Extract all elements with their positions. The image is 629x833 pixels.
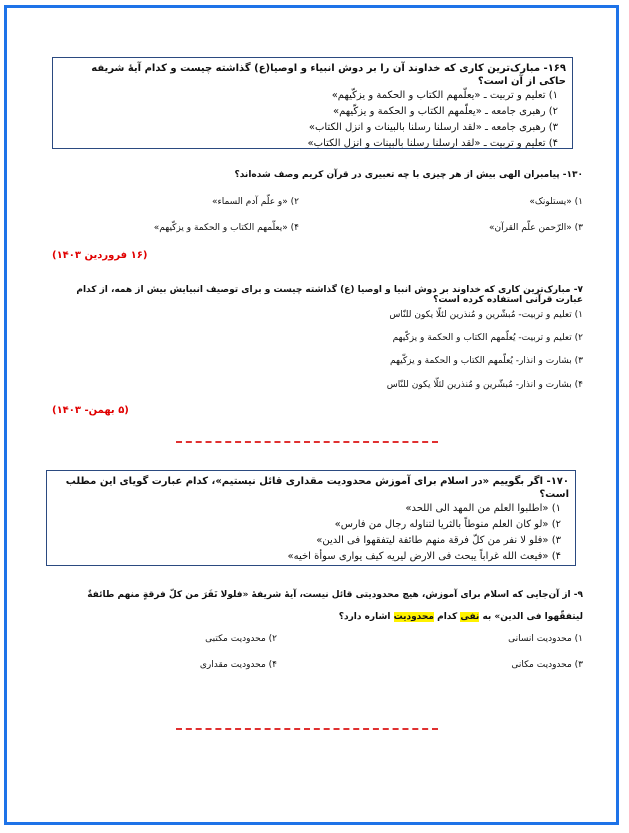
question-130-text: پیامبران الهی بیش از هر چیزی با چه تعبیری در قرآن کریم وصف شده‌اند؟ bbox=[234, 170, 560, 180]
question-169-text: مبارک‌ترین کاری که خداوند آن را بر دوش انبیاء و اوصیا(ع) گذاشته چیست و کدام آیهٔ شریفه حاکی از آن است؟ bbox=[91, 63, 566, 87]
question-9-option-1[interactable]: ۱) محدودیت انسانی bbox=[508, 634, 583, 644]
question-170-option-4[interactable]: ۴) «فیعث الله غراباً یبحث فی الارض لیریه کیف یواری سوأة اخیه» bbox=[287, 551, 561, 562]
question-170-option-2[interactable]: ۲) «لو کان العلم منوطاً بالثریا لتناوله رجال من فارس» bbox=[334, 519, 561, 530]
question-7-date: (۵ بهمن- ۱۴۰۳) bbox=[52, 405, 129, 416]
question-169-number: ۱۶۹ bbox=[547, 63, 566, 74]
question-7-title: ۷- مبارک‌ترین کاری که خداوند بر دوش انبیا و اوصیا (ع) گذاشته چیست و برای توصیف انبیایش بیش از همه، از کدام عبارت قرآنی استفاده کرده است؟ bbox=[76, 285, 583, 305]
question-7-text: مبارک‌ترین کاری که خداوند بر دوش انبیا و اوصیا (ع) گذاشته چیست و برای توصیف انبیایش بیش از همه، از کدام عبارت قرآنی استفاده کرده است؟ bbox=[76, 285, 583, 305]
question-9-option-3[interactable]: ۳) محدودیت مکانی bbox=[511, 660, 583, 670]
question-9-title: ۹- از آن‌جایی که اسلام برای آموزش، هیچ محدودیتی قائل نیست، آیهٔ شریفهٔ «فلولا نَفَرَ من کلّ فرقةٍ منهم طائفةٌ لیتفقّهوا فی الدین» به نفی کدام محدودیت اشاره دارد؟ bbox=[87, 590, 583, 622]
question-9-text-c: اشاره دارد؟ bbox=[338, 612, 394, 622]
question-169-option-3[interactable]: ۳) رهبری جامعه ـ «لقد ارسلنا رسلنا بالبینات و انزل الکتاب» bbox=[308, 122, 558, 133]
question-9-option-4[interactable]: ۴) محدودیت مقداری bbox=[199, 660, 277, 670]
question-7-option-4[interactable]: ۴) بشارت و انذار- مُبشّرین و مُنذرین لئلّا یکون للنّاس bbox=[386, 380, 583, 390]
question-170-title: ۱۷۰- اگر بگوییم «در اسلام برای آموزش محدودیت مقداری قائل نیستیم»، کدام عبارت گویای این مطلب است؟ bbox=[65, 476, 569, 500]
question-7-number: ۷ bbox=[577, 285, 583, 295]
question-170-box bbox=[46, 470, 576, 566]
question-169-option-2[interactable]: ۲) رهبری جامعه ـ «یعلّمهم الکتاب و الحکمة و یزکّیهم» bbox=[332, 106, 558, 117]
question-130-option-3[interactable]: ۳) «الرّحمن علّم القرآن» bbox=[489, 223, 583, 233]
divider-line-1 bbox=[176, 441, 438, 443]
question-9-highlight-limitation: محدودیت bbox=[393, 612, 434, 622]
question-169-title: ۱۶۹- مبارک‌ترین کاری که خداوند آن را بر دوش انبیاء و اوصیا(ع) گذاشته چیست و کدام آیهٔ شریفه حاکی از آن است؟ bbox=[91, 63, 566, 87]
question-130-option-4[interactable]: ۴) «یعلّمهم الکتاب و الحکمة و یزکّیهم» bbox=[153, 223, 299, 233]
question-9-text-a: از آن‌جایی که اسلام برای آموزش، هیچ محدودیتی قائل نیست، آیهٔ شریفهٔ «فلولا نَفَرَ من کلّ فرقةٍ منهم طائفةٌ لیتفقّهوا فی الدین» به bbox=[87, 590, 583, 622]
question-130-title: ۱۳۰- پیامبران الهی بیش از هر چیزی با چه تعبیری در قرآن کریم وصف شده‌اند؟ bbox=[234, 170, 583, 180]
question-170-option-3[interactable]: ۳) «فلو لا نفر من کلّ فرقة منهم طائفة لیتفقهوا فی الدین» bbox=[316, 535, 561, 546]
question-130-number: ۱۳۰ bbox=[566, 170, 583, 180]
question-9-highlight-negation: نفی bbox=[460, 612, 480, 622]
divider-line-2 bbox=[176, 728, 438, 730]
question-169-option-1[interactable]: ۱) تعلیم و تربیت ـ «یعلّمهم الکتاب و الحکمة و یزکّیهم» bbox=[331, 90, 558, 101]
question-130-option-2[interactable]: ۲) «و علّم آدم السماء» bbox=[211, 197, 299, 207]
question-169-option-4[interactable]: ۴) تعلیم و تربیت ـ «لقد ارسلنا رسلنا بالبینات و انزل الکتاب» bbox=[307, 138, 558, 149]
question-170-number: ۱۷۰ bbox=[550, 476, 569, 487]
question-130-date: (۱۶ فروردین ۱۴۰۳) bbox=[52, 250, 148, 261]
question-170-text: اگر بگوییم «در اسلام برای آموزش محدودیت مقداری قائل نیستیم»، کدام عبارت گویای این مطلب است؟ bbox=[65, 476, 569, 500]
question-7-option-1[interactable]: ۱) تعلیم و تربیت- مُبشّرین و مُنذرین لئلّا یکون للنّاس bbox=[389, 310, 583, 320]
question-7-option-3[interactable]: ۳) بشارت و انذار- یُعلّمهم الکتاب و الحکمة و یزکّیهم bbox=[389, 356, 583, 366]
question-169-box bbox=[52, 57, 573, 149]
question-130-option-1[interactable]: ۱) «یستلونک» bbox=[529, 197, 583, 207]
question-7-option-2[interactable]: ۲) تعلیم و تربیت- یُعلّمهم الکتاب و الحکمة و یزکّیهم bbox=[392, 333, 583, 343]
question-9-text-b: کدام bbox=[437, 612, 461, 622]
question-170-option-1[interactable]: ۱) «اطلبوا العلم من المهد الی اللحد» bbox=[405, 503, 561, 514]
question-9-number: ۹ bbox=[577, 590, 583, 600]
question-9-option-2[interactable]: ۲) محدودیت مکتبی bbox=[205, 634, 277, 644]
